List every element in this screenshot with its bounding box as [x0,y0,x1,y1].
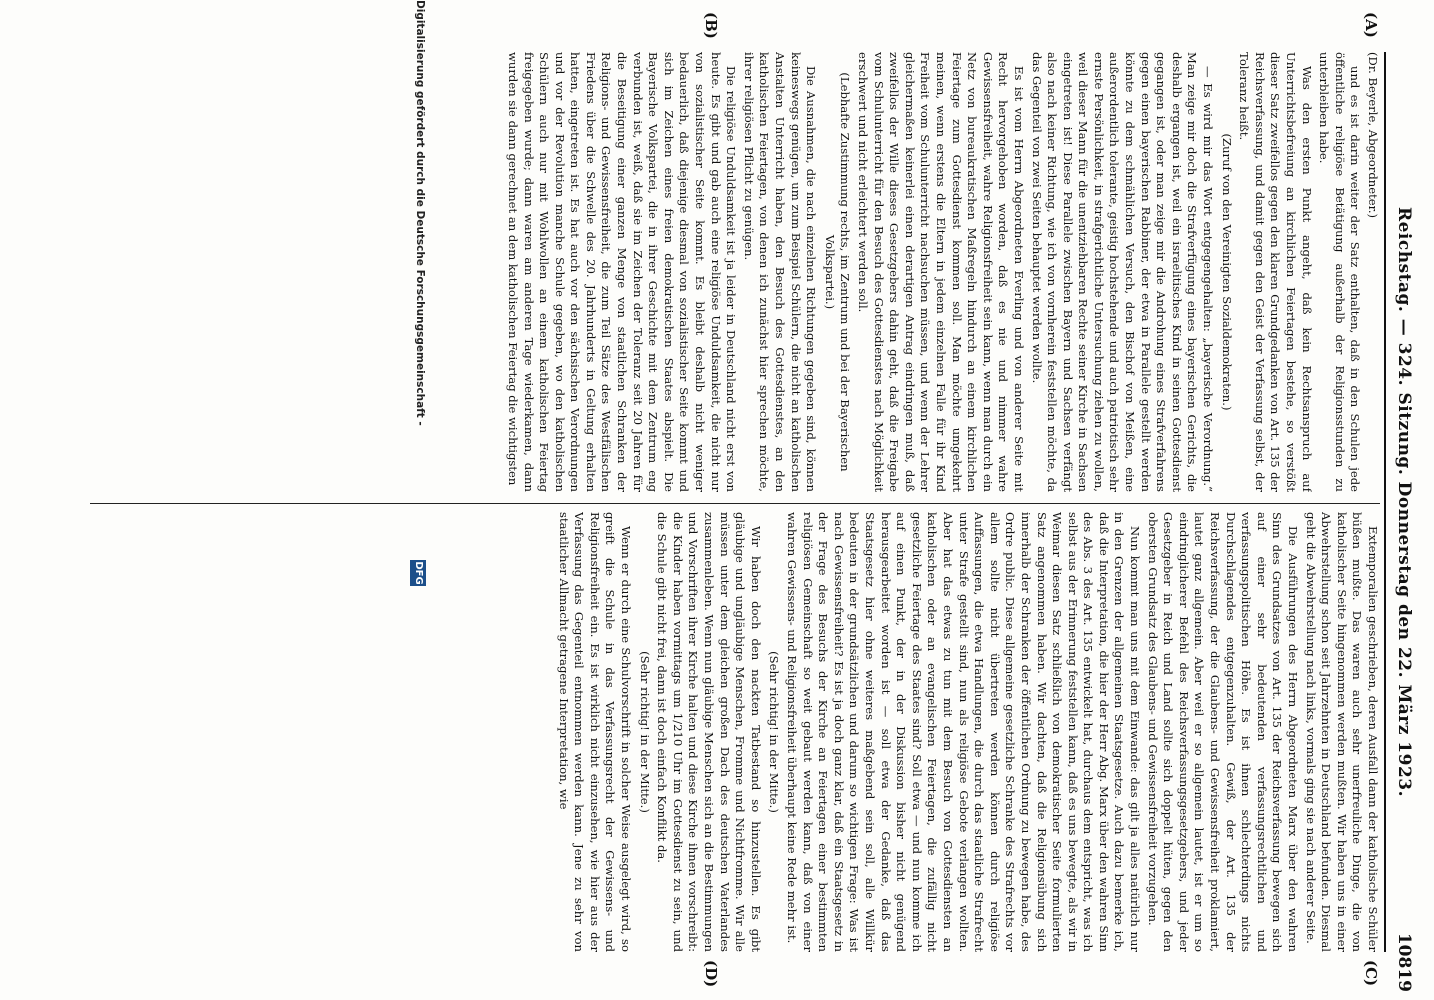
paragraph: Die Ausführungen des Herrn Abgeordneten Marx über den wahren Sinn des Grundsatzes von Art. 135 der Reichsverfassung bewegen sich auf einer sehr bedeutenden verfassungsrechtlichen und verfassungspolitischen Höhe. Es ist ihnen schlechterdings nichts Durchschlagendes entgegenzuhalten. Gewiß, der Art. 135 der Reichsverfassung, der die Glaubens- und Gewissensfreiheit proklamiert, lautet ganz allgemein. Aber weil er so allgemein lautet, ist er um so eindringlicherer Befehl des Reichsverfassungsgesetzgebers, und jeder Gesetzgeber in Reich und Land sollte sich doppelt hüten, gegen den obersten Grundsatz des Glaubens- und Gewissensfreiheit vorzugehen. [1145,512,1301,952]
paragraph: Es ist vom Herrn Abgeordneten Everling und von anderer Seite mit Recht hervorgehoben worden, daß es nie und nimmer wahre Gewissensfreiheit, wahre Religionsfreiheit sein kann, wenn man durch ein Netz von bureaukratischen Maßregeln hindurch an einem kirchlichen Feiertage zum Gottesdienst kommen soll. Man möchte umgekehrt meinen, wenn erstens die Eltern in jedem einzelnen Falle für ihr Kind Freiheit vom Schulunterricht nachsuchen müssen, und wenn der Lehrer gleichermaßen keinerlei einen derartigen Antrag eindringen muß, daß zweifellos der Wille dieses Gesetzgebers dahin geht, daß die Freigabe vom Schulunterricht für den Besuch des Gottesdienstes nach Möglichkeit erschwert und nicht erleichtert werden soll. [856,52,1026,492]
margin-marker-b: (B) [702,12,720,39]
dfg-logo: DFG [410,560,426,586]
right-text-column [90,512,1380,952]
margin-marker-a: (A) [1362,12,1380,38]
paragraph: Die religiöse Unduldsamkeit ist ja leider in Deutschland nicht erst von heute. Es gibt und gab auch eine religiöse Unduldsamkeit, die nicht nur von sozialistischer Seite kommt. Es bleibt deshalb nicht weniger bedauerlich, daß diejenige diesmal von sozialistischer Seite kommt und sich im Zeichen eines freien demokratischen Staates abspielt. Die Bayerische Volkspartei, die in ihrer Geschichte mit dem Zentrum eng verbunden ist, weiß, daß sie im Zeichen der Toleranz seit 20 Jahren für die Beseitigung einer ganzen Menge von staatlichen Schranken der Religions- und Gewissensfreiheit, die zum Teil Sätze des Westfälischen Friedens über die Schwelle des 20. Jahrhunderts in Geltung erhalten hatten, eingetreten ist. Es hat auch vor den sächsischen Verordnungen und vor der Revolution manche Schule gegeben, wo den katholischen Schülern auch nur mit Wohlwollen an einem katholischen Feiertag freigegeben wurde; dann waren am anderen Tage wiederkamen, dann wurden sie dann gerechnet an dem katholischen Feiertag die wichtigsten [505,52,739,492]
paragraph: Wir haben doch den nackten Tatbestand so hinzustellen. Es gibt gläubige und ungläubige Menschen, Fromme und Nichtfromme. Wir alle müssen unter dem gleichen großen Dach des deutschen Vaterlandes zusammenleben. Wenn nun gläubige Menschen sich an die Bestimmungen und Vorschriften ihrer Kirche halten und diese Kirche ihnen vorschreibt: die Kinder haben vormittags um 1/210 Uhr im Gottesdienst zu sein, und die Schule gibt nicht frei, dann ist doch einfach Konflikt da. [655,512,763,952]
rotated-page-content [40,0,1420,1000]
paragraph: Extemporalien geschrieben, deren Ausfall dann der katholische Schüler büßen mußte. Das waren auch sehr unerfreuliche Dinge, die von katholischer Seite hingenommen werden mußten. Wir haben uns in einer Abwehrstellung schon seit Jahrzehnten in Deutschland befunden. Diesmal geht die Abwehrstellung nach links, vormals ging sie nach anderer Seite. [1303,512,1380,952]
speaker-label: (Dr. Beyerle, Abgeordneter.) [1366,52,1380,219]
paragraph: Nun kommt man uns mit dem Einwande: das gilt ja alles natürlich nur in den Grenzen der allgemeinen Staatsgesetze. Auch dazu bemerke ich, daß die Interpretation, die hier der Herr Abg. Marx über den wahren Sinn des Abs. 3 des Art. 135 entwickelt hat, durchaus dem entspricht, was ich selbst aus der Erinnerung feststellen kann, daß es uns bewegte, als wir in Weimar diesen Satz schließlich von demokratischer Seite formulierten Satz angenommen haben. Wir dachten, daß die Religionsübung sich innerhalb der Schranken der öffentlichen Ordnung zu bewegen habe, des Ordre public. Diese allgemeine gesetzliche Schranke des Strafrechts vor allem sollte nicht übertreten werden können durch religiöse Auffassungen, die etwa Handlungen, die durch das staatliche Strafrecht unter Strafe gestellt sind, nun als religiöse Gebote verlangen wollten. Aber hat das etwas zu tun mit dem Besuch von Gottesdiensten an katholischen oder an evangelischen Feiertagen, die zufällig nicht gesetzliche Feiertage des Staates sind? Soll etwa — und nun komme ich auf einen Punkt, der in der Diskussion bisher nicht genügend herausgearbeitet worden ist — soll etwa der Gedanke, daß das Staatsgesetz hier ohne weiteres maßgebend sein soll, alle Willkür bedeuten in der grundsätzlichen und darum so wichtigen Frage: Was ist nach Gewissensfreiheit? Es ist ja doch ganz klar, daß ein Staatsgesetz in der Frage des Besuchs der Kirche an Feiertagen einer bestimmten religiösen Gemeinschaft so weit gebaut werden kann, daß von einer wahren Gewissens- und Religionsfreiheit überhaupt keine Rede mehr ist. [785,512,1143,952]
margin-marker-d: (D) [702,960,720,988]
column-divider [90,503,1380,504]
interjection: (Sehr richtig! in der Mitte.) [767,651,782,813]
interjection: (Lebhafte Zustimmung rechts, im Zentrum und bei der Bayerischen Volkspartei.) [822,72,853,472]
paragraph: Wenn er durch eine Schulvorschrift in solcher Weise ausgelegt wird, so greift die Schule in das Verfassungsrecht der Gewissens- und Religionsfreiheit ein. Es ist wirklich nicht einzusehen, wie hier aus der Verfassung das Gegenteil entnommen werden kann. Jene zu sehr von staatlicher Allmacht getragene Interpretation, wie [556,512,634,952]
header-title: Reichstag. — 324. Sitzung. Donnerstag den 22. März 1923. [1394,206,1414,798]
digitization-footer [406,0,426,1000]
page-header [1384,52,1416,992]
paragraph: — Es wird mir das Wort entgegengehalten: „bayerische Verordnung.“ Man zeige mir doch die Strafverfügung eines bayerischen Gerichts, die deshalb ergangen ist, weil ein israelitisches Kind in seinen Gottesdienst gegangen ist, oder man zeige mir die Androhung eines Strafverfahrens gegen einen bayerischen Rabbiner, der etwa in Parallele gestellt werden könnte zu dem schmählichen Versuch, den Bischof von Meißen, eine außerordentlich tolerante, geistig hochstehende und auch patriotisch sehr ernste Persönlichkeit, in strafgerichtliche Untersuchung ziehen zu wollen, weil dieser Mann für die unentziehbaren Rechte seiner Kirche in Sachsen eingetreten ist! Diese Parallele zwischen Bayern und Sachsen verfängt also nach keiner Richtung, wie ich von vornherein feststellen möchte, da das Gegenteil von zwei Seiten behauptet werden wollte. [1029,52,1216,492]
interjection: (Sehr richtig! in der Mitte.) [637,651,652,813]
paragraph: und es ist darin weiter der Satz enthalten, daß in den Schulen jede öffentliche religiöse Betätigung außerhalb der Religionsstunden zu unterbleiben habe. [1317,52,1363,492]
page-number: 10819 [1394,932,1414,992]
paragraph: Die Ausnahmen, die nach einzelnen Richtungen gegeben sind, können keineswegs genügen, um zum Beispiel Schülern, die nicht an katholischen Anstalten Unterricht haben, den Besuch des Gottesdienstes, an den katholischen Feiertagen, von denen ich zunächst hier sprechen möchte, ihrer religiösen Pflicht zu genügen. [741,52,819,492]
interjection: (Zuruf von den Vereinigten Sozialdemokraten.) [1219,133,1234,411]
paragraph: Was den ersten Punkt angeht, daß kein Rechtsanspruch auf Unterrichtsbefreiung an kirchlichen Feiertagen bestehe, so verstößt dieser Satz zweifellos gegen den klaren Grundgedanken von Art. 135 der Reichsverfassung, und damit gegen den Geist der Verfassung selbst, der Toleranz heißt. [1237,52,1314,492]
funding-statement: Digitalisierung gefördert durch die Deutsche Forschungsgemeinschaft - [414,0,426,426]
left-text-column [90,52,1380,492]
margin-marker-c: (C) [1362,960,1380,987]
